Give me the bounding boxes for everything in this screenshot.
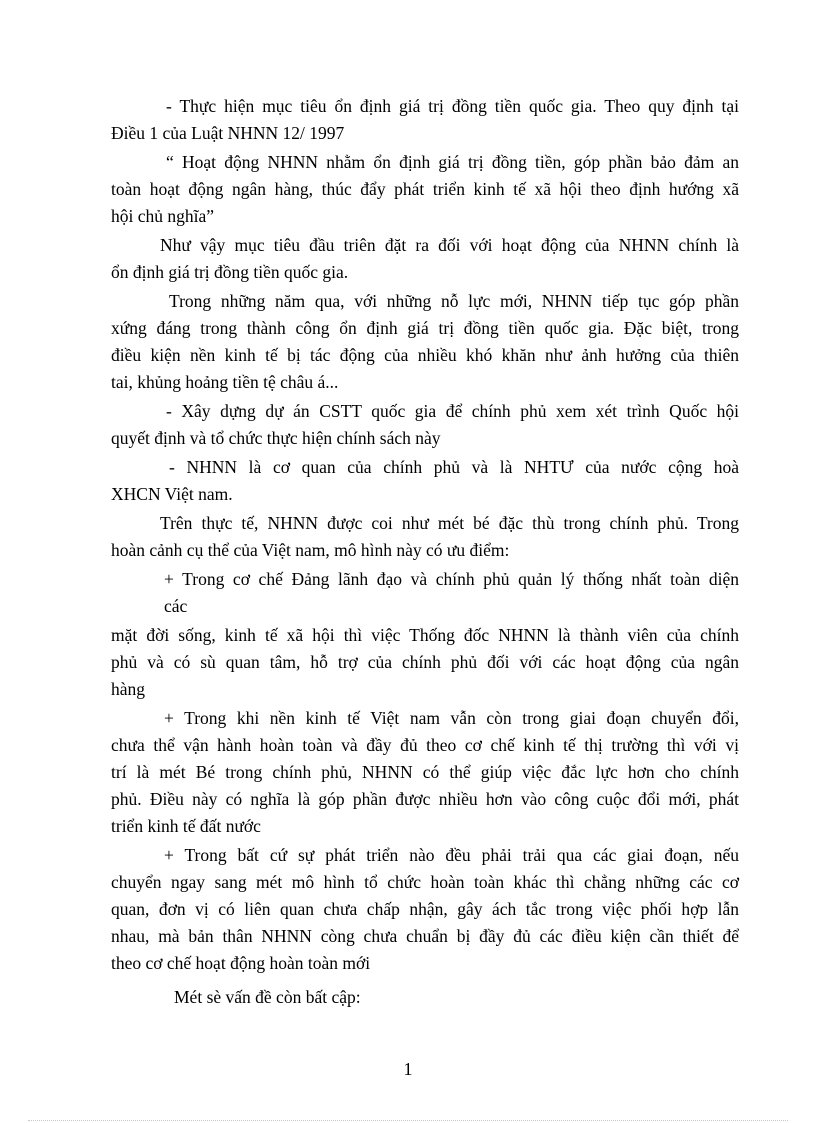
text-line: XHCN Việt nam. [111,484,233,504]
text-line: tai, khủng hoảng tiền tệ châu á... [111,372,339,392]
text-line: các [164,596,188,616]
text-line: điều kiện nền kinh tế bị tác động của nhiều khó khăn như ảnh hưởng của thiên [111,345,739,365]
text-line: Mét sè vấn đề còn bất cập: [174,987,361,1007]
page-number: 1 [403,1059,413,1079]
text-line: - NHNN là cơ quan của chính phủ và là NHTƯ của nước cộng hoà [169,457,739,477]
text-line: theo cơ chế hoạt động hoàn toàn mới [111,953,371,973]
page-bottom-rule [28,1120,788,1121]
text-line: - Thực hiện mục tiêu ổn định giá trị đồng tiền quốc gia. Theo quy định tại [166,96,739,116]
text-line: + Trong khi nền kinh tế Việt nam vẫn còn trong giai đoạn chuyển đổi, [164,708,739,728]
text-line: triển kinh tế đất nước [111,816,261,836]
text-line: - Xây dựng dự án CSTT quốc gia để chính phủ xem xét trình Quốc hội [166,401,739,421]
text-line: trí là mét Bé trong chính phủ, NHNN có thể giúp việc đắc lực hơn cho chính [111,762,739,782]
text-line: xứng đáng trong thành công ổn định giá trị đồng tiền quốc gia. Đặc biệt, trong [111,318,739,338]
text-line: Như vậy mục tiêu đầu triên đặt ra đối với hoạt động của NHNN chính là [160,235,739,255]
text-line: “ Hoạt động NHNN nhằm ổn định giá trị đồng tiền, góp phần bảo đảm an [166,152,739,172]
text-line: Trên thực tế, NHNN được coi như mét bé đặc thù trong chính phủ. Trong [160,513,739,533]
text-line: hoàn cảnh cụ thể của Việt nam, mô hình này có ưu điểm: [111,540,510,560]
text-line: nhau, mà bản thân NHNN còng chưa chuẩn bị đầy đủ các điều kiện cần thiết để [111,926,739,946]
text-line: chưa thể vận hành hoàn toàn và đầy đủ theo cơ chế kinh tế thị trường thì với vị [111,735,739,755]
text-line: + Trong bất cứ sự phát triển nào đều phải trải qua các giai đoạn, nếu [164,845,739,865]
text-line: hội chủ nghĩa” [111,206,215,226]
text-line: ổn định giá trị đồng tiền quốc gia. [111,262,349,282]
text-line: quyết định và tổ chức thực hiện chính sách này [111,428,441,448]
text-line: + Trong cơ chế Đảng lãnh đạo và chính phủ quản lý thống nhất toàn diện [164,569,739,589]
text-line: phủ. Điều này có nghĩa là góp phần được nhiều hơn vào công cuộc đổi mới, phát [111,789,739,809]
text-line: Điều 1 của Luật NHNN 12/ 1997 [111,123,345,143]
text-line: Trong những năm qua, với những nỗ lực mới, NHNN tiếp tục góp phần [169,291,739,311]
text-line: chuyển ngay sang mét mô hình tổ chức hoàn toàn khác thì chẳng những các cơ [111,872,739,892]
text-line: mặt đời sống, kinh tế xã hội thì việc Thống đốc NHNN là thành viên của chính [111,625,739,645]
text-line: hàng [111,679,146,699]
text-line: quan, đơn vị có liên quan chưa chấp nhận, gây ách tắc trong việc phối hợp lẫn [111,899,739,919]
text-line: phủ và có sù quan tâm, hỗ trợ của chính phủ đối với các hoạt động của ngân [111,652,739,672]
text-line: toàn hoạt động ngân hàng, thúc đẩy phát triển kinh tế xã hội theo định hướng xã [111,179,739,199]
